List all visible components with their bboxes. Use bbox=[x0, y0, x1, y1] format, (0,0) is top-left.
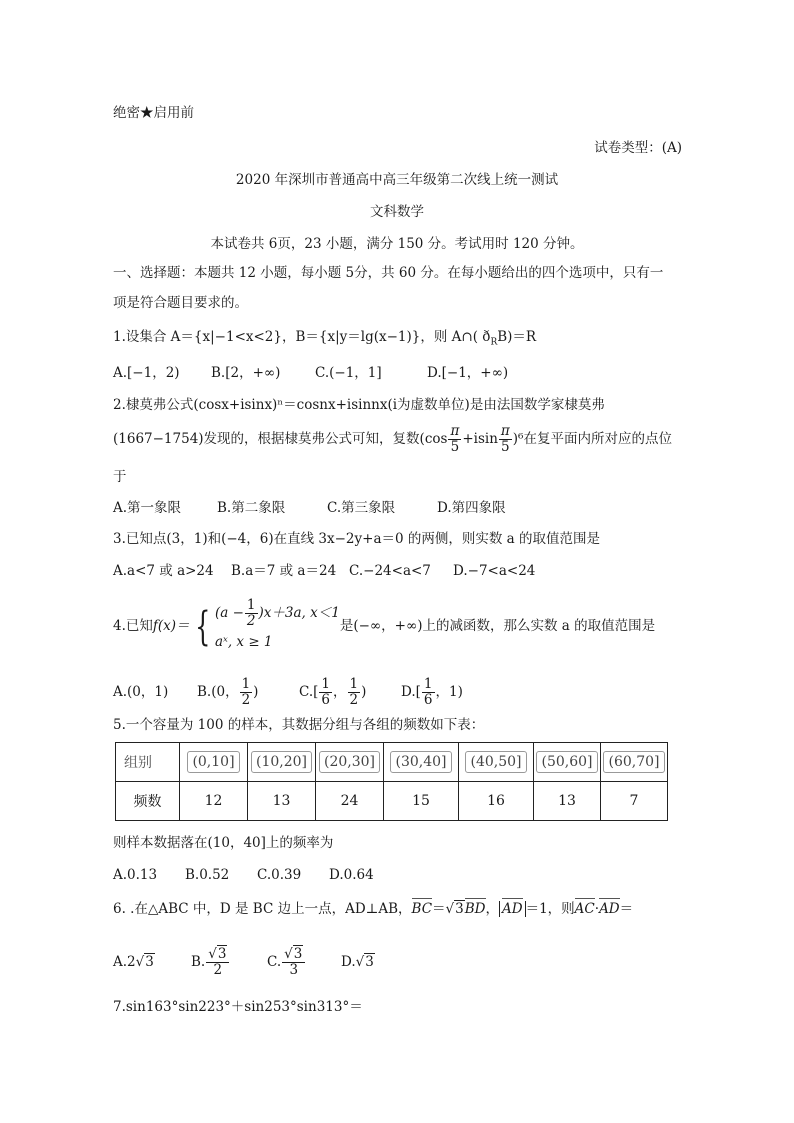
q6-option-b-frac bbox=[206, 947, 229, 978]
q4-option-c-frac2 bbox=[348, 677, 361, 708]
table-cell-count: 15 bbox=[384, 782, 459, 821]
sqrt-sign: √ bbox=[284, 946, 293, 962]
q6-vec-bd: BD bbox=[464, 901, 486, 917]
exam-subject: 文科数学 bbox=[370, 204, 424, 220]
q3-option-d: D.−7<a<24 bbox=[453, 563, 536, 579]
q6-vec-ad: AD bbox=[502, 901, 523, 917]
q3-option-a: A.a<7 或 a>24 bbox=[113, 563, 214, 579]
q4-c-den1: 6 bbox=[321, 692, 330, 708]
question-6-stem bbox=[113, 900, 633, 918]
question-5-stem: 5.一个容量为 100 的样本，其数据分组与各组的频数如下表： bbox=[113, 717, 485, 733]
q4-piece2: aˣ, x ≥ 1 bbox=[215, 634, 273, 650]
section-heading-line2: 项是符合题目要求的。 bbox=[113, 295, 248, 311]
q6-sqrt-sign: √ bbox=[445, 901, 455, 917]
table-cell-group-label: 组别 bbox=[116, 743, 180, 782]
q4-piecewise bbox=[215, 598, 340, 655]
q3-option-c: C.−24<a<7 bbox=[349, 563, 431, 579]
table-row bbox=[116, 743, 668, 782]
q6-option-a-pre: A.2 bbox=[113, 954, 136, 970]
question-7-stem: 7.sin163°sin223°＋sin253°sin313°＝ bbox=[113, 999, 363, 1015]
question-5-options bbox=[113, 866, 374, 884]
section-heading-line1: 一、选择题：本题共 12 小题，每小题 5分，共 60 分。在每小题给出的四个选项中，只有一 bbox=[113, 265, 664, 281]
q4-option-c-post: ) bbox=[361, 684, 367, 700]
question-2-line3: 于 bbox=[113, 469, 127, 485]
q2-option-a: A.第一象限 bbox=[113, 500, 182, 516]
sqrt-sign: √ bbox=[135, 954, 145, 970]
q1-stem-end: B)＝R bbox=[497, 329, 537, 345]
q5-option-c: C.0.39 bbox=[257, 867, 302, 883]
table-cell-count: 13 bbox=[248, 782, 316, 821]
q1-complement-symbol: ð bbox=[482, 329, 491, 345]
q6-b-radicand: 3 bbox=[217, 946, 227, 962]
table-cell-group bbox=[534, 743, 601, 782]
q4-piece1-a: (a − bbox=[215, 605, 244, 621]
question-3-stem: 3.已知点(3，1)和(−4，6)在直线 3x−2y+a＝0 的两侧，则实数 a 的取值范围是 bbox=[113, 531, 601, 547]
q4-half-den: 2 bbox=[246, 613, 256, 629]
question-1-stem bbox=[113, 328, 536, 352]
q4-d-num: 1 bbox=[423, 676, 433, 692]
q4-option-c-frac1 bbox=[319, 677, 332, 708]
group-interval: (30,40] bbox=[390, 751, 451, 773]
group-interval: (50,60] bbox=[536, 751, 597, 773]
q1-option-b: B.[2，+∞) bbox=[211, 365, 281, 381]
group-interval: (60,70] bbox=[603, 751, 664, 773]
q4-option-a: A.(0，1) bbox=[113, 684, 169, 700]
q4-half-frac bbox=[245, 598, 258, 629]
table-cell-group bbox=[384, 743, 459, 782]
q6-stem-a: 6. .在△ABC 中，D 是 BC 边上一点，AD⊥AB， bbox=[113, 901, 412, 917]
q4-suffix: 是(−∞，+∞)上的减函数，那么实数 a 的取值范围是 bbox=[339, 618, 656, 634]
q2-five-a: 5 bbox=[450, 439, 460, 455]
question-5-followup: 则样本数据落在(10，40]上的频率为 bbox=[113, 835, 334, 851]
q1-option-d: D.[−1，+∞) bbox=[427, 365, 509, 381]
q4-option-c-mid: ， bbox=[333, 684, 347, 700]
table-cell-count: 16 bbox=[459, 782, 534, 821]
q2-pi-a: π bbox=[450, 423, 460, 439]
q4-option-d-post: ，1) bbox=[435, 684, 463, 700]
q5-option-a: A.0.13 bbox=[113, 867, 158, 883]
q6-eq: ＝ bbox=[432, 901, 446, 917]
q5-option-d: D.0.64 bbox=[329, 867, 374, 883]
question-6-options bbox=[113, 946, 375, 978]
q6-eq1: ＝1，则 bbox=[525, 901, 575, 917]
question-2-options bbox=[113, 499, 506, 517]
frequency-table bbox=[115, 742, 668, 821]
q4-piece1-b: )x＋3a, x＜1 bbox=[258, 605, 340, 621]
q4-c-num2: 1 bbox=[349, 676, 359, 692]
table-cell-count: 12 bbox=[180, 782, 248, 821]
q6-c-den: 3 bbox=[289, 962, 299, 978]
q4-b-den: 2 bbox=[241, 692, 251, 708]
q1-option-a: A.[−1，2) bbox=[113, 365, 180, 381]
q2-five-b: 5 bbox=[501, 439, 510, 455]
exam-title: 2020 年深圳市普通高中高三年级第二次线上统一测试 bbox=[235, 172, 559, 188]
q6-sqrt3: 3 bbox=[455, 901, 464, 917]
question-1-options bbox=[113, 364, 508, 382]
group-interval: (20,30] bbox=[319, 751, 380, 773]
question-3-options bbox=[113, 562, 535, 580]
q4-b-num: 1 bbox=[241, 676, 251, 692]
q6-option-c-pre: C. bbox=[267, 954, 282, 970]
sqrt-sign: √ bbox=[355, 954, 365, 970]
q1-stem-text: 1.设集合 A＝{x|−1<x<2}，B＝{x|y＝lg(x−1)}，则 A∩( bbox=[113, 329, 483, 345]
question-2-line1: 2.棣莫弗公式(cosx+isinx)ⁿ＝cosnx+isinnx(i为虚数单位)是由法国数学家棣莫弗 bbox=[113, 397, 605, 413]
exam-info: 本试卷共 6页，23 小题，满分 150 分。考试用时 120 分钟。 bbox=[210, 236, 584, 252]
sqrt-sign: √ bbox=[208, 946, 217, 962]
q6-a-radicand: 3 bbox=[145, 954, 154, 970]
q4-option-b-frac bbox=[240, 677, 253, 708]
q6-c-radicand: 3 bbox=[293, 946, 303, 962]
q4-half-num: 1 bbox=[246, 597, 256, 613]
q4-d-den: 6 bbox=[423, 692, 433, 708]
q2-line2-a: (1667−1754)发现的，根据棣莫弗公式可知，复数(cos bbox=[113, 431, 448, 447]
q6-vec-ad2: AD bbox=[599, 901, 620, 917]
q4-option-b-post: ) bbox=[253, 684, 259, 700]
q2-frac-pi-5-b bbox=[499, 424, 512, 455]
q2-option-b: B.第二象限 bbox=[217, 500, 286, 516]
table-cell-count: 13 bbox=[534, 782, 601, 821]
paper-type: 试卷类型：(A) bbox=[594, 140, 682, 156]
q3-option-b: B.a＝7 或 a＝24 bbox=[231, 563, 337, 579]
q4-c-den2: 2 bbox=[349, 692, 359, 708]
confidential-label: 绝密★启用前 bbox=[113, 105, 194, 121]
table-cell-group bbox=[180, 743, 248, 782]
group-interval: (0,10] bbox=[187, 751, 239, 773]
q6-d-radicand: 3 bbox=[365, 954, 374, 970]
table-cell-group bbox=[316, 743, 384, 782]
question-4-options bbox=[113, 676, 463, 708]
q2-line2-b: )⁶在复平面内所对应的点位 bbox=[512, 431, 672, 447]
q1-option-c: C.(−1，1] bbox=[315, 365, 382, 381]
table-cell-group bbox=[601, 743, 668, 782]
question-4-stem bbox=[113, 596, 655, 656]
question-2-line2 bbox=[113, 424, 672, 455]
table-cell-count-label: 频数 bbox=[116, 782, 180, 821]
q4-option-d-frac bbox=[422, 677, 435, 708]
q6-comma: ， bbox=[485, 901, 499, 917]
q4-option-c-pre: C.[ bbox=[299, 684, 319, 700]
table-cell-count: 24 bbox=[316, 782, 384, 821]
table-cell-count: 7 bbox=[601, 782, 668, 821]
q4-option-d-pre: D.[ bbox=[401, 684, 421, 700]
q4-prefix: 4.已知 bbox=[113, 618, 153, 634]
q6-eq-end: ＝ bbox=[619, 901, 634, 917]
group-interval: (40,50] bbox=[465, 751, 526, 773]
q4-left-brace: { bbox=[194, 603, 210, 650]
q6-option-d-pre: D. bbox=[341, 954, 356, 970]
q2-pi-b: π bbox=[500, 423, 510, 439]
q2-plus-isin: +isin bbox=[462, 431, 498, 447]
q5-option-b: B.0.52 bbox=[185, 867, 230, 883]
q2-option-c: C.第三象限 bbox=[327, 500, 396, 516]
q6-dot: · bbox=[594, 901, 600, 917]
table-cell-group bbox=[459, 743, 534, 782]
q6-vec-bc: BC bbox=[411, 901, 433, 917]
q4-fx: f(x)＝ bbox=[152, 618, 190, 634]
q1-complement-sub: R bbox=[490, 337, 498, 348]
q6-option-b-pre: B. bbox=[191, 954, 206, 970]
q6-b-den: 2 bbox=[213, 962, 223, 978]
q4-c-num1: 1 bbox=[321, 676, 330, 692]
table-row bbox=[116, 782, 668, 821]
q2-frac-pi-5-a bbox=[448, 424, 461, 455]
table-cell-group bbox=[248, 743, 316, 782]
q6-option-c-frac bbox=[282, 947, 305, 978]
q4-option-b-pre: B.(0， bbox=[197, 684, 239, 700]
q6-vec-ac: AC bbox=[574, 901, 595, 917]
group-interval: (10,20] bbox=[251, 751, 312, 773]
q2-option-d: D.第四象限 bbox=[437, 500, 506, 516]
